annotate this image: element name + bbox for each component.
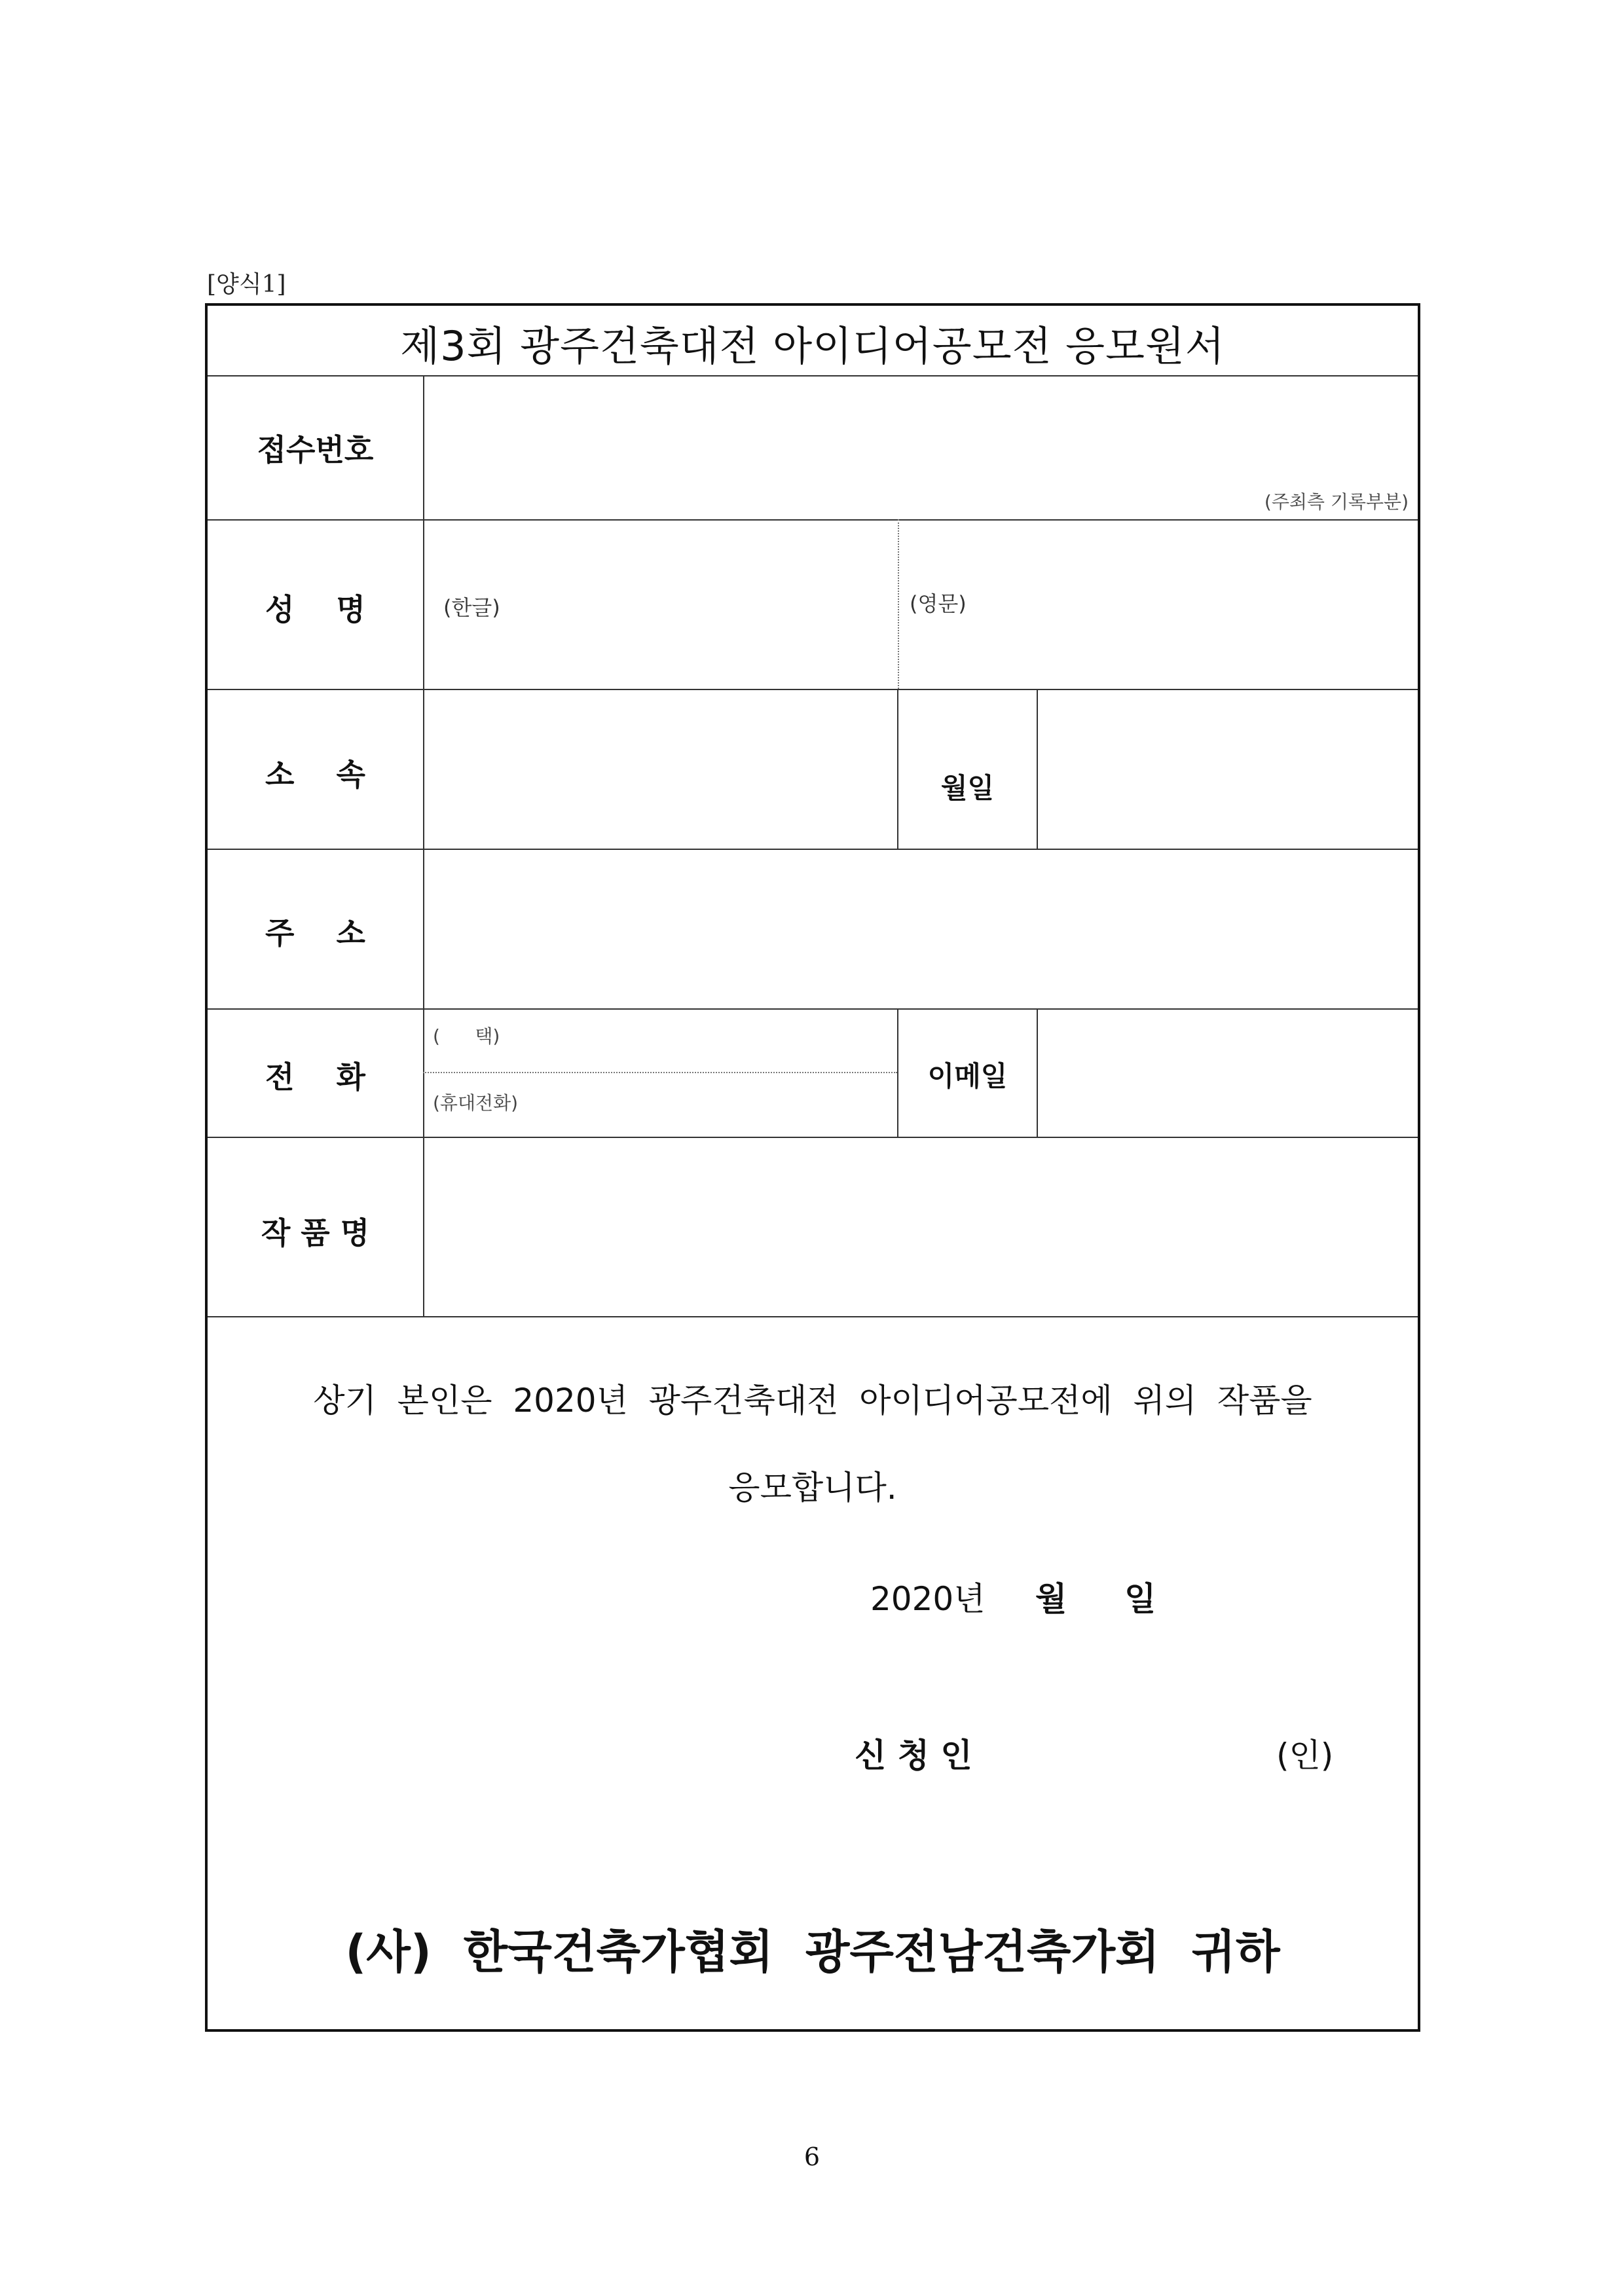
name-label: 성 명 <box>265 592 365 627</box>
seal-mark: (인) <box>1276 1736 1334 1774</box>
receipt-note: (주최측 기록부분) <box>1264 491 1409 513</box>
addressee: (사) 한국건축가협회 광주전남건축가회 귀하 <box>345 1925 1280 1979</box>
application-form <box>205 303 1420 2032</box>
row-divider <box>208 375 1418 376</box>
birth-divider <box>1037 689 1038 849</box>
receipt-number-label: 접수번호 <box>257 432 374 468</box>
label-column-divider <box>423 375 424 1316</box>
phone-sub-divider <box>423 1072 897 1073</box>
email-divider <box>1037 1008 1038 1137</box>
address-label: 주 소 <box>265 915 365 951</box>
name-english-field[interactable]: (영문) <box>910 591 967 616</box>
work-title-label: 작 품 명 <box>261 1215 370 1251</box>
home-phone-field[interactable]: ( 택) <box>433 1025 500 1047</box>
applicant-label: 신 청 인 <box>855 1736 972 1774</box>
affiliation-label: 소 속 <box>265 757 365 792</box>
phone-label: 전 화 <box>265 1059 365 1095</box>
birth-date-label: 월일 <box>940 772 995 804</box>
form-title: 제3회 광주건축대전 아이디어공모전 응모원서 <box>400 322 1225 370</box>
page-number: 6 <box>803 2142 821 2171</box>
name-korean-field[interactable]: (한글) <box>443 595 500 620</box>
row-divider <box>208 1008 1418 1010</box>
row-divider <box>208 519 1418 521</box>
row-divider <box>208 849 1418 850</box>
date-month: 월 <box>1035 1580 1067 1618</box>
date-year: 2020년 <box>870 1580 986 1618</box>
row-divider <box>208 1316 1418 1317</box>
row-divider <box>208 689 1418 690</box>
row-divider <box>208 1137 1418 1138</box>
mobile-phone-field[interactable]: (휴대전화) <box>433 1092 519 1114</box>
email-label: 이메일 <box>927 1060 1008 1092</box>
date-day: 일 <box>1124 1580 1156 1618</box>
declaration-line2: 응모합니다. <box>728 1469 897 1507</box>
form-tag: [양식1] <box>207 271 286 298</box>
declaration-line1: 상기 본인은 2020년 광주건축대전 아이디어공모전에 위의 작품을 <box>313 1382 1312 1420</box>
name-divider <box>898 519 899 689</box>
